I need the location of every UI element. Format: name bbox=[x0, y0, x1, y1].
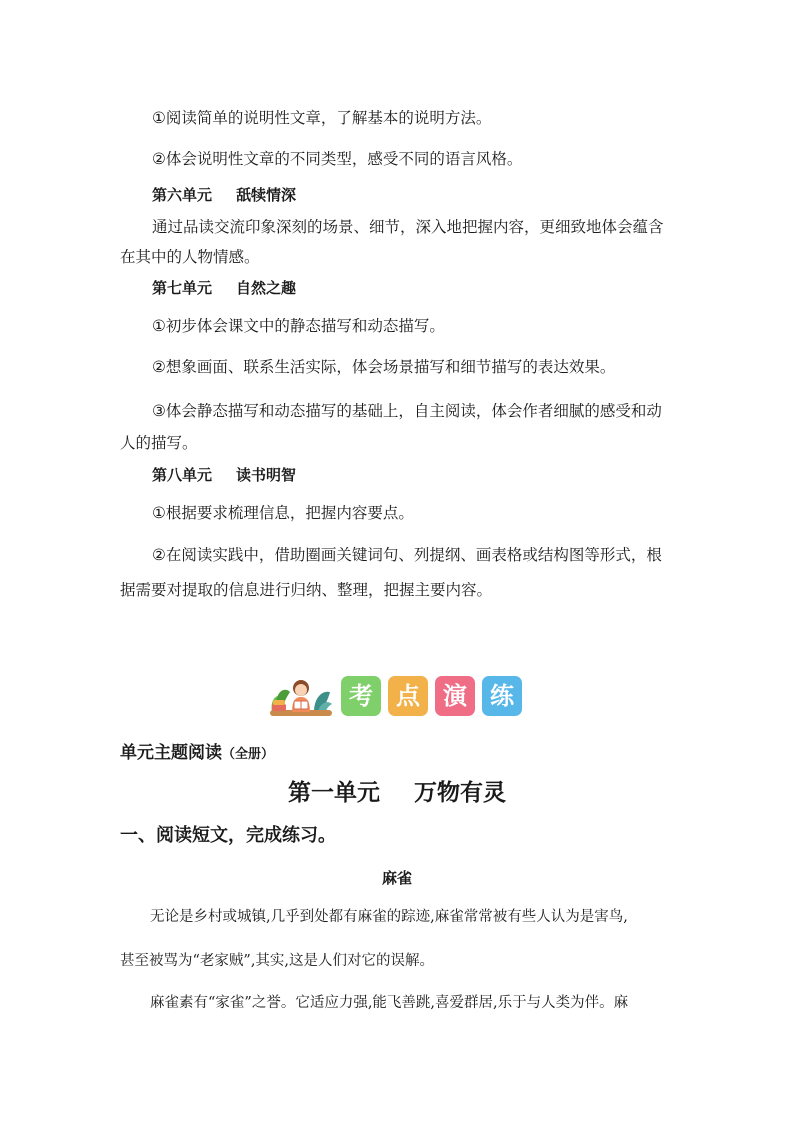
unit5-goal-1: ①阅读简单的说明性文章，了解基本的说明方法。 bbox=[152, 109, 492, 127]
unit8-goal-2-line-1: ②在阅读实践中，借助圈画关键词句、列提纲、画表格或结构图等形式，根 bbox=[152, 546, 662, 564]
unit7-heading bbox=[152, 273, 712, 303]
unit6-theme: 舐犊情深 bbox=[236, 186, 297, 204]
unit1-title bbox=[0, 776, 794, 810]
unit7-goal-3-line-1: ③体会静态描写和动态描写的基础上，自主阅读，体会作者细腻的感受和动 bbox=[152, 402, 662, 420]
question-heading: 一、阅读短文，完成练习。 bbox=[120, 825, 336, 846]
unit7-goal-2: ②想象画面、联系生活实际，体会场景描写和细节描写的表达效果。 bbox=[152, 358, 616, 376]
banner-tile-3: 演 bbox=[435, 676, 475, 716]
unit5-goal-2: ②体会说明性文章的不同类型，感受不同的语言风格。 bbox=[152, 150, 523, 168]
unit6-goal-line-2: 在其中的人物情感。 bbox=[120, 248, 260, 266]
unit7-label: 第七单元 bbox=[152, 279, 213, 297]
unit6-heading bbox=[152, 180, 712, 210]
article-paragraph-1-line-2: 甚至被骂为“老家贼”,其实,这是人们对它的误解。 bbox=[120, 953, 435, 969]
unit7-goal-1: ①初步体会课文中的静态描写和动态描写。 bbox=[152, 317, 445, 335]
article-paragraph-2-line-1: 麻雀素有“家雀”之誉。它适应力强,能飞善跳,喜爱群居,乐于与人类为伴。麻 bbox=[150, 995, 629, 1011]
banner-tile-4: 练 bbox=[482, 676, 522, 716]
banner-tile-2: 点 bbox=[388, 676, 428, 716]
section-title bbox=[120, 740, 274, 768]
section-title-text: 单元主题阅读 bbox=[120, 743, 222, 763]
unit6-label: 第六单元 bbox=[152, 186, 213, 204]
unit8-label: 第八单元 bbox=[152, 466, 213, 484]
unit8-theme: 读书明智 bbox=[236, 466, 297, 484]
article-paragraph-1-line-1: 无论是乡村或城镇,几乎到处都有麻雀的踪迹,麻雀常常被有些人认为是害鸟, bbox=[150, 909, 628, 925]
banner-tile-1: 考 bbox=[341, 676, 381, 716]
unit6-goal-line-1: 通过品读交流印象深刻的场景、细节，深入地把握内容，更细致地体会蕴含 bbox=[152, 218, 664, 236]
unit8-goal-1: ①根据要求梳理信息，把握内容要点。 bbox=[152, 504, 414, 522]
unit7-goal-3-line-2: 人的描写。 bbox=[120, 434, 198, 452]
unit1-theme: 万物有灵 bbox=[414, 780, 506, 806]
girl-reading-illustration bbox=[268, 672, 334, 720]
exercise-banner bbox=[268, 672, 522, 720]
unit8-goal-2-line-2: 据需要对提取的信息进行归纳、整理，把握主要内容。 bbox=[120, 581, 493, 599]
unit1-label: 第一单元 bbox=[288, 780, 380, 806]
article-title: 麻雀 bbox=[381, 869, 412, 887]
section-title-note: （全册） bbox=[222, 747, 275, 762]
unit8-heading bbox=[152, 460, 712, 490]
unit7-theme: 自然之趣 bbox=[236, 279, 297, 297]
